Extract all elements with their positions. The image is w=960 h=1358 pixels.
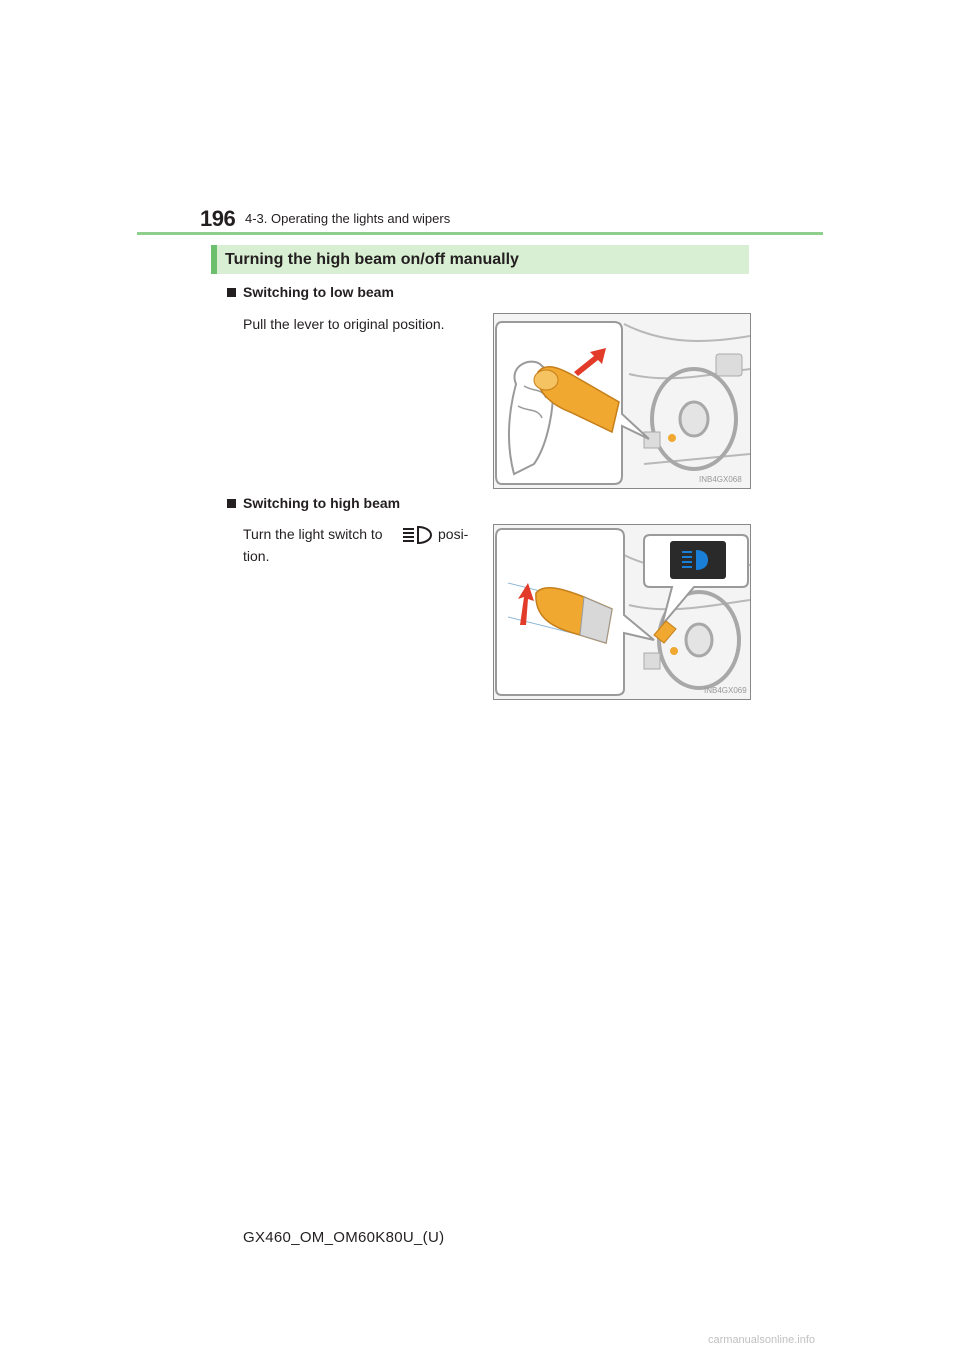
watermark: carmanualsonline.info bbox=[708, 1334, 816, 1346]
page-number: 196 bbox=[200, 206, 236, 231]
instruction-high-beam-part1: Turn the light switch to bbox=[243, 526, 383, 542]
lever-push-illustration bbox=[494, 525, 750, 699]
section-title: 4-3. Operating the lights and wipers bbox=[245, 211, 451, 226]
figure-high-beam bbox=[493, 524, 751, 700]
heading-accent-bar bbox=[211, 245, 217, 274]
header-rule bbox=[137, 232, 823, 235]
figure-code: INB4GX068 bbox=[699, 475, 742, 484]
figure-low-beam bbox=[493, 313, 751, 489]
bullet-high-beam bbox=[227, 495, 400, 511]
instruction-high-beam-part2: posi- bbox=[438, 526, 469, 542]
bullet-low-beam bbox=[227, 284, 394, 300]
section-heading: Turning the high beam on/off manually bbox=[225, 251, 519, 268]
lever-pull-illustration bbox=[494, 314, 750, 488]
instruction-low-beam: Pull the lever to original position. bbox=[243, 316, 445, 332]
high-beam-icon bbox=[400, 524, 434, 551]
footer-doc-code: GX460_OM_OM60K80U_(U) bbox=[243, 1229, 445, 1246]
bullet-square-icon bbox=[227, 288, 236, 297]
bullet-title: Switching to high beam bbox=[243, 495, 401, 511]
bullet-title: Switching to low beam bbox=[243, 284, 394, 300]
figure-code: INB4GX069 bbox=[704, 686, 747, 695]
bullet-square-icon bbox=[227, 499, 236, 508]
instruction-high-beam-part3: tion. bbox=[243, 548, 270, 564]
